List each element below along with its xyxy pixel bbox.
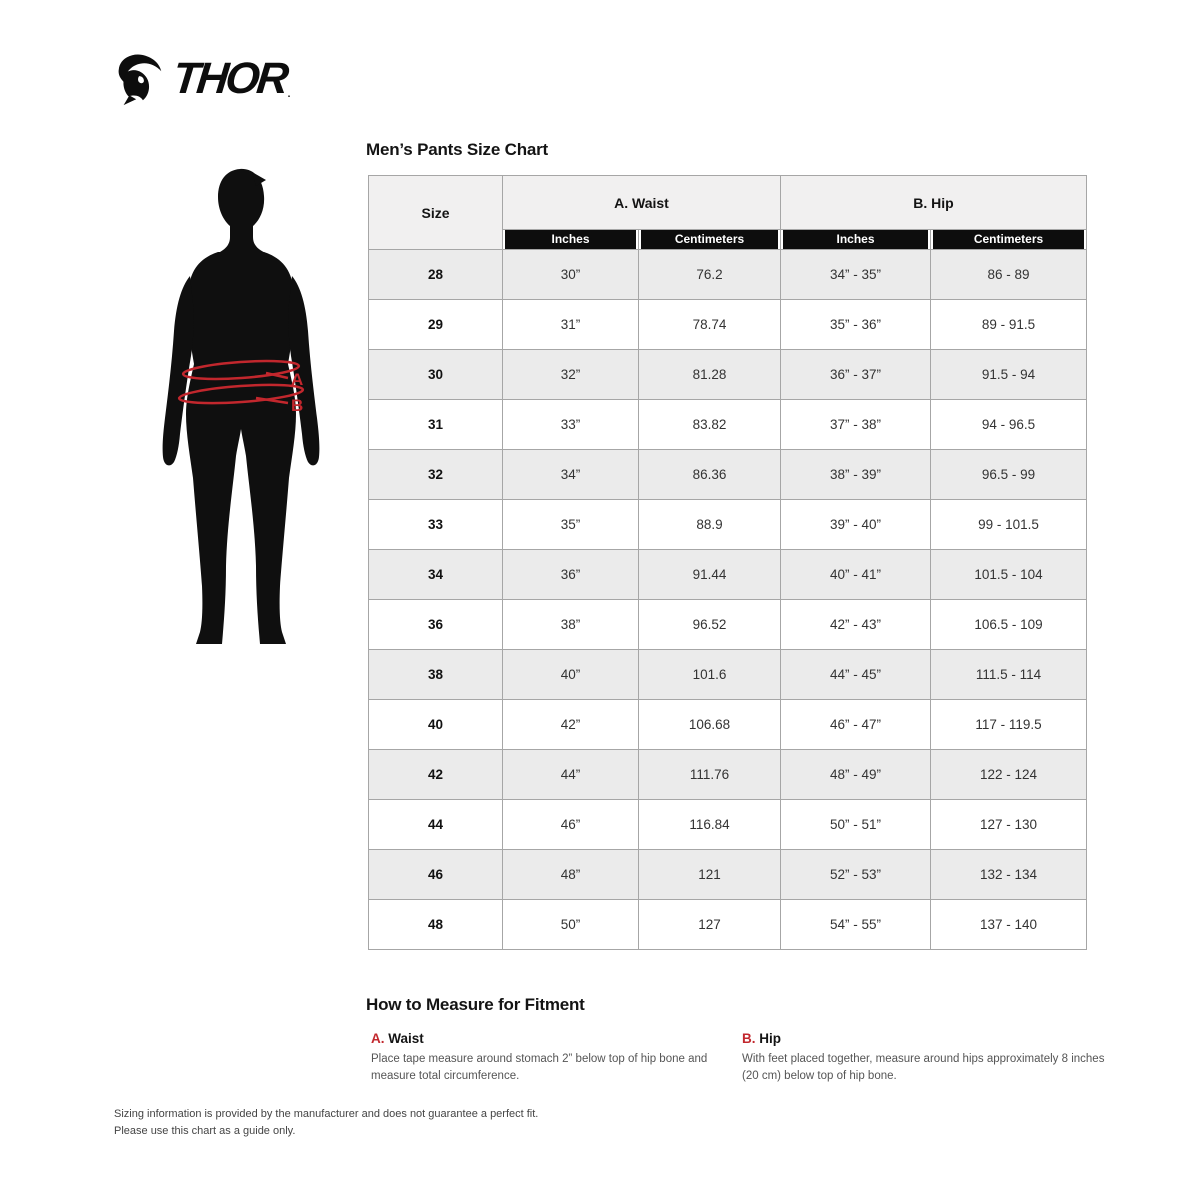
thor-logo (113, 52, 290, 106)
size-cell: 32 (369, 450, 503, 500)
sizing-disclaimer (114, 1106, 538, 1140)
waist-centimeters-cell: 111.76 (639, 750, 781, 800)
size-cell: 42 (369, 750, 503, 800)
waist-inches-cell: 48” (503, 850, 639, 900)
table-row (369, 750, 1087, 800)
waist-centimeters-cell: 96.52 (639, 600, 781, 650)
hip-inches-cell: 35” - 36” (781, 300, 931, 350)
table-row (369, 500, 1087, 550)
waist-centimeters-cell: 127 (639, 900, 781, 950)
table-row (369, 250, 1087, 300)
waist-centimeters-cell: 121 (639, 850, 781, 900)
brand-trademark-dot: . (287, 89, 291, 100)
thor-goat-icon (113, 52, 169, 106)
waist-inches-cell: 42” (503, 700, 639, 750)
size-cell: 36 (369, 600, 503, 650)
waist-inches-cell: 46” (503, 800, 639, 850)
hip-centimeters-cell: 137 - 140 (931, 900, 1087, 950)
hip-centimeters-cell: 94 - 96.5 (931, 400, 1087, 450)
disclaimer-line-1: Sizing information is provided by the manufacturer and does not guarantee a perfect fit. (114, 1108, 539, 1120)
hip-inches-cell: 52” - 53” (781, 850, 931, 900)
hip-inches-cell: 54” - 55” (781, 900, 931, 950)
waist-inches-cell: 50” (503, 900, 639, 950)
waist-callout-label: A (291, 370, 304, 389)
waist-inches-cell: 36” (503, 550, 639, 600)
male-silhouette-diagram (148, 166, 336, 658)
size-cell: 33 (369, 500, 503, 550)
table-row (369, 550, 1087, 600)
waist-centimeters-cell: 76.2 (639, 250, 781, 300)
size-cell: 34 (369, 550, 503, 600)
hip-inches-header-cell (781, 230, 931, 250)
hip-centimeters-cell: 122 - 124 (931, 750, 1087, 800)
size-cell: 29 (369, 300, 503, 350)
hip-inches-cell: 46” - 47” (781, 700, 931, 750)
hip-instruction-text: With feet placed together, measure around hips approximately 8 inches (20 cm) below top of hip bone. (742, 1053, 1105, 1082)
waist-centimeters-cell: 78.74 (639, 300, 781, 350)
hip-centimeters-cell: 101.5 - 104 (931, 550, 1087, 600)
hip-label: Hip (755, 1031, 781, 1046)
hip-inches-cell: 37” - 38” (781, 400, 931, 450)
table-row (369, 300, 1087, 350)
size-cell: 28 (369, 250, 503, 300)
hip-inches-cell: 50” - 51” (781, 800, 931, 850)
hip-centimeters-cell: 96.5 - 99 (931, 450, 1087, 500)
hip-inches-cell: 39” - 40” (781, 500, 931, 550)
size-cell: 40 (369, 700, 503, 750)
hip-inches-cell: 42” - 43” (781, 600, 931, 650)
size-cell: 30 (369, 350, 503, 400)
hip-group-header: B. Hip (781, 176, 1087, 230)
hip-centimeters-cell: 106.5 - 109 (931, 600, 1087, 650)
hip-instruction-title (742, 1031, 1112, 1046)
table-row (369, 400, 1087, 450)
waist-label: Waist (384, 1031, 424, 1046)
hip-centimeters-cell: 117 - 119.5 (931, 700, 1087, 750)
waist-centimeters-cell: 101.6 (639, 650, 781, 700)
size-column-header: Size (369, 176, 503, 250)
hip-centimeters-cell: 86 - 89 (931, 250, 1087, 300)
waist-instruction-title (371, 1031, 726, 1046)
waist-inches-header: Inches (505, 230, 636, 249)
disclaimer-line-2: Please use this chart as a guide only. (114, 1125, 296, 1138)
waist-group-header: A. Waist (503, 176, 781, 230)
waist-centimeters-cell: 106.68 (639, 700, 781, 750)
how-to-measure-heading: How to Measure for Fitment (366, 995, 585, 1014)
hip-centimeters-header: Centimeters (933, 230, 1084, 249)
table-row (369, 850, 1087, 900)
waist-instruction-text: Place tape measure around stomach 2” below top of hip bone and measure total circumference. (371, 1053, 708, 1082)
size-cell: 44 (369, 800, 503, 850)
size-table (368, 175, 1087, 950)
waist-centimeters-header: Centimeters (641, 230, 778, 249)
hip-inches-cell: 44” - 45” (781, 650, 931, 700)
size-cell: 46 (369, 850, 503, 900)
waist-inches-cell: 44” (503, 750, 639, 800)
size-cell: 48 (369, 900, 503, 950)
waist-inches-header-cell (503, 230, 639, 250)
hip-centimeters-cell: 127 - 130 (931, 800, 1087, 850)
hip-inches-cell: 38” - 39” (781, 450, 931, 500)
size-cell: 38 (369, 650, 503, 700)
waist-centimeters-header-cell (639, 230, 781, 250)
size-table-body (369, 250, 1087, 950)
brand-wordmark: THOR (170, 54, 289, 103)
waist-centimeters-cell: 86.36 (639, 450, 781, 500)
waist-inches-cell: 40” (503, 650, 639, 700)
waist-centimeters-cell: 116.84 (639, 800, 781, 850)
waist-letter: A. (371, 1031, 385, 1046)
hip-centimeters-cell: 111.5 - 114 (931, 650, 1087, 700)
table-row (369, 450, 1087, 500)
hip-inches-cell: 40” - 41” (781, 550, 931, 600)
waist-centimeters-cell: 83.82 (639, 400, 781, 450)
waist-instruction-block (371, 1031, 726, 1084)
waist-inches-cell: 35” (503, 500, 639, 550)
hip-inches-cell: 48” - 49” (781, 750, 931, 800)
waist-centimeters-cell: 81.28 (639, 350, 781, 400)
hip-centimeters-cell: 132 - 134 (931, 850, 1087, 900)
waist-inches-cell: 31” (503, 300, 639, 350)
waist-inches-cell: 32” (503, 350, 639, 400)
waist-centimeters-cell: 88.9 (639, 500, 781, 550)
table-row (369, 350, 1087, 400)
waist-inches-cell: 30” (503, 250, 639, 300)
hip-letter: B. (742, 1031, 756, 1046)
measurement-figure (148, 166, 336, 658)
hip-centimeters-cell: 99 - 101.5 (931, 500, 1087, 550)
hip-inches-header: Inches (783, 230, 928, 249)
waist-centimeters-cell: 91.44 (639, 550, 781, 600)
hip-callout-label: B (291, 396, 304, 415)
size-cell: 31 (369, 400, 503, 450)
page-title: Men’s Pants Size Chart (366, 140, 549, 159)
table-row (369, 900, 1087, 950)
waist-inches-cell: 33” (503, 400, 639, 450)
table-row (369, 600, 1087, 650)
hip-inches-cell: 36” - 37” (781, 350, 931, 400)
hip-inches-cell: 34” - 35” (781, 250, 931, 300)
hip-instruction-block (742, 1031, 1112, 1084)
table-row (369, 650, 1087, 700)
hip-centimeters-cell: 91.5 - 94 (931, 350, 1087, 400)
hip-centimeters-cell: 89 - 91.5 (931, 300, 1087, 350)
waist-inches-cell: 38” (503, 600, 639, 650)
table-row (369, 800, 1087, 850)
hip-centimeters-header-cell (931, 230, 1087, 250)
table-row (369, 700, 1087, 750)
waist-inches-cell: 34” (503, 450, 639, 500)
